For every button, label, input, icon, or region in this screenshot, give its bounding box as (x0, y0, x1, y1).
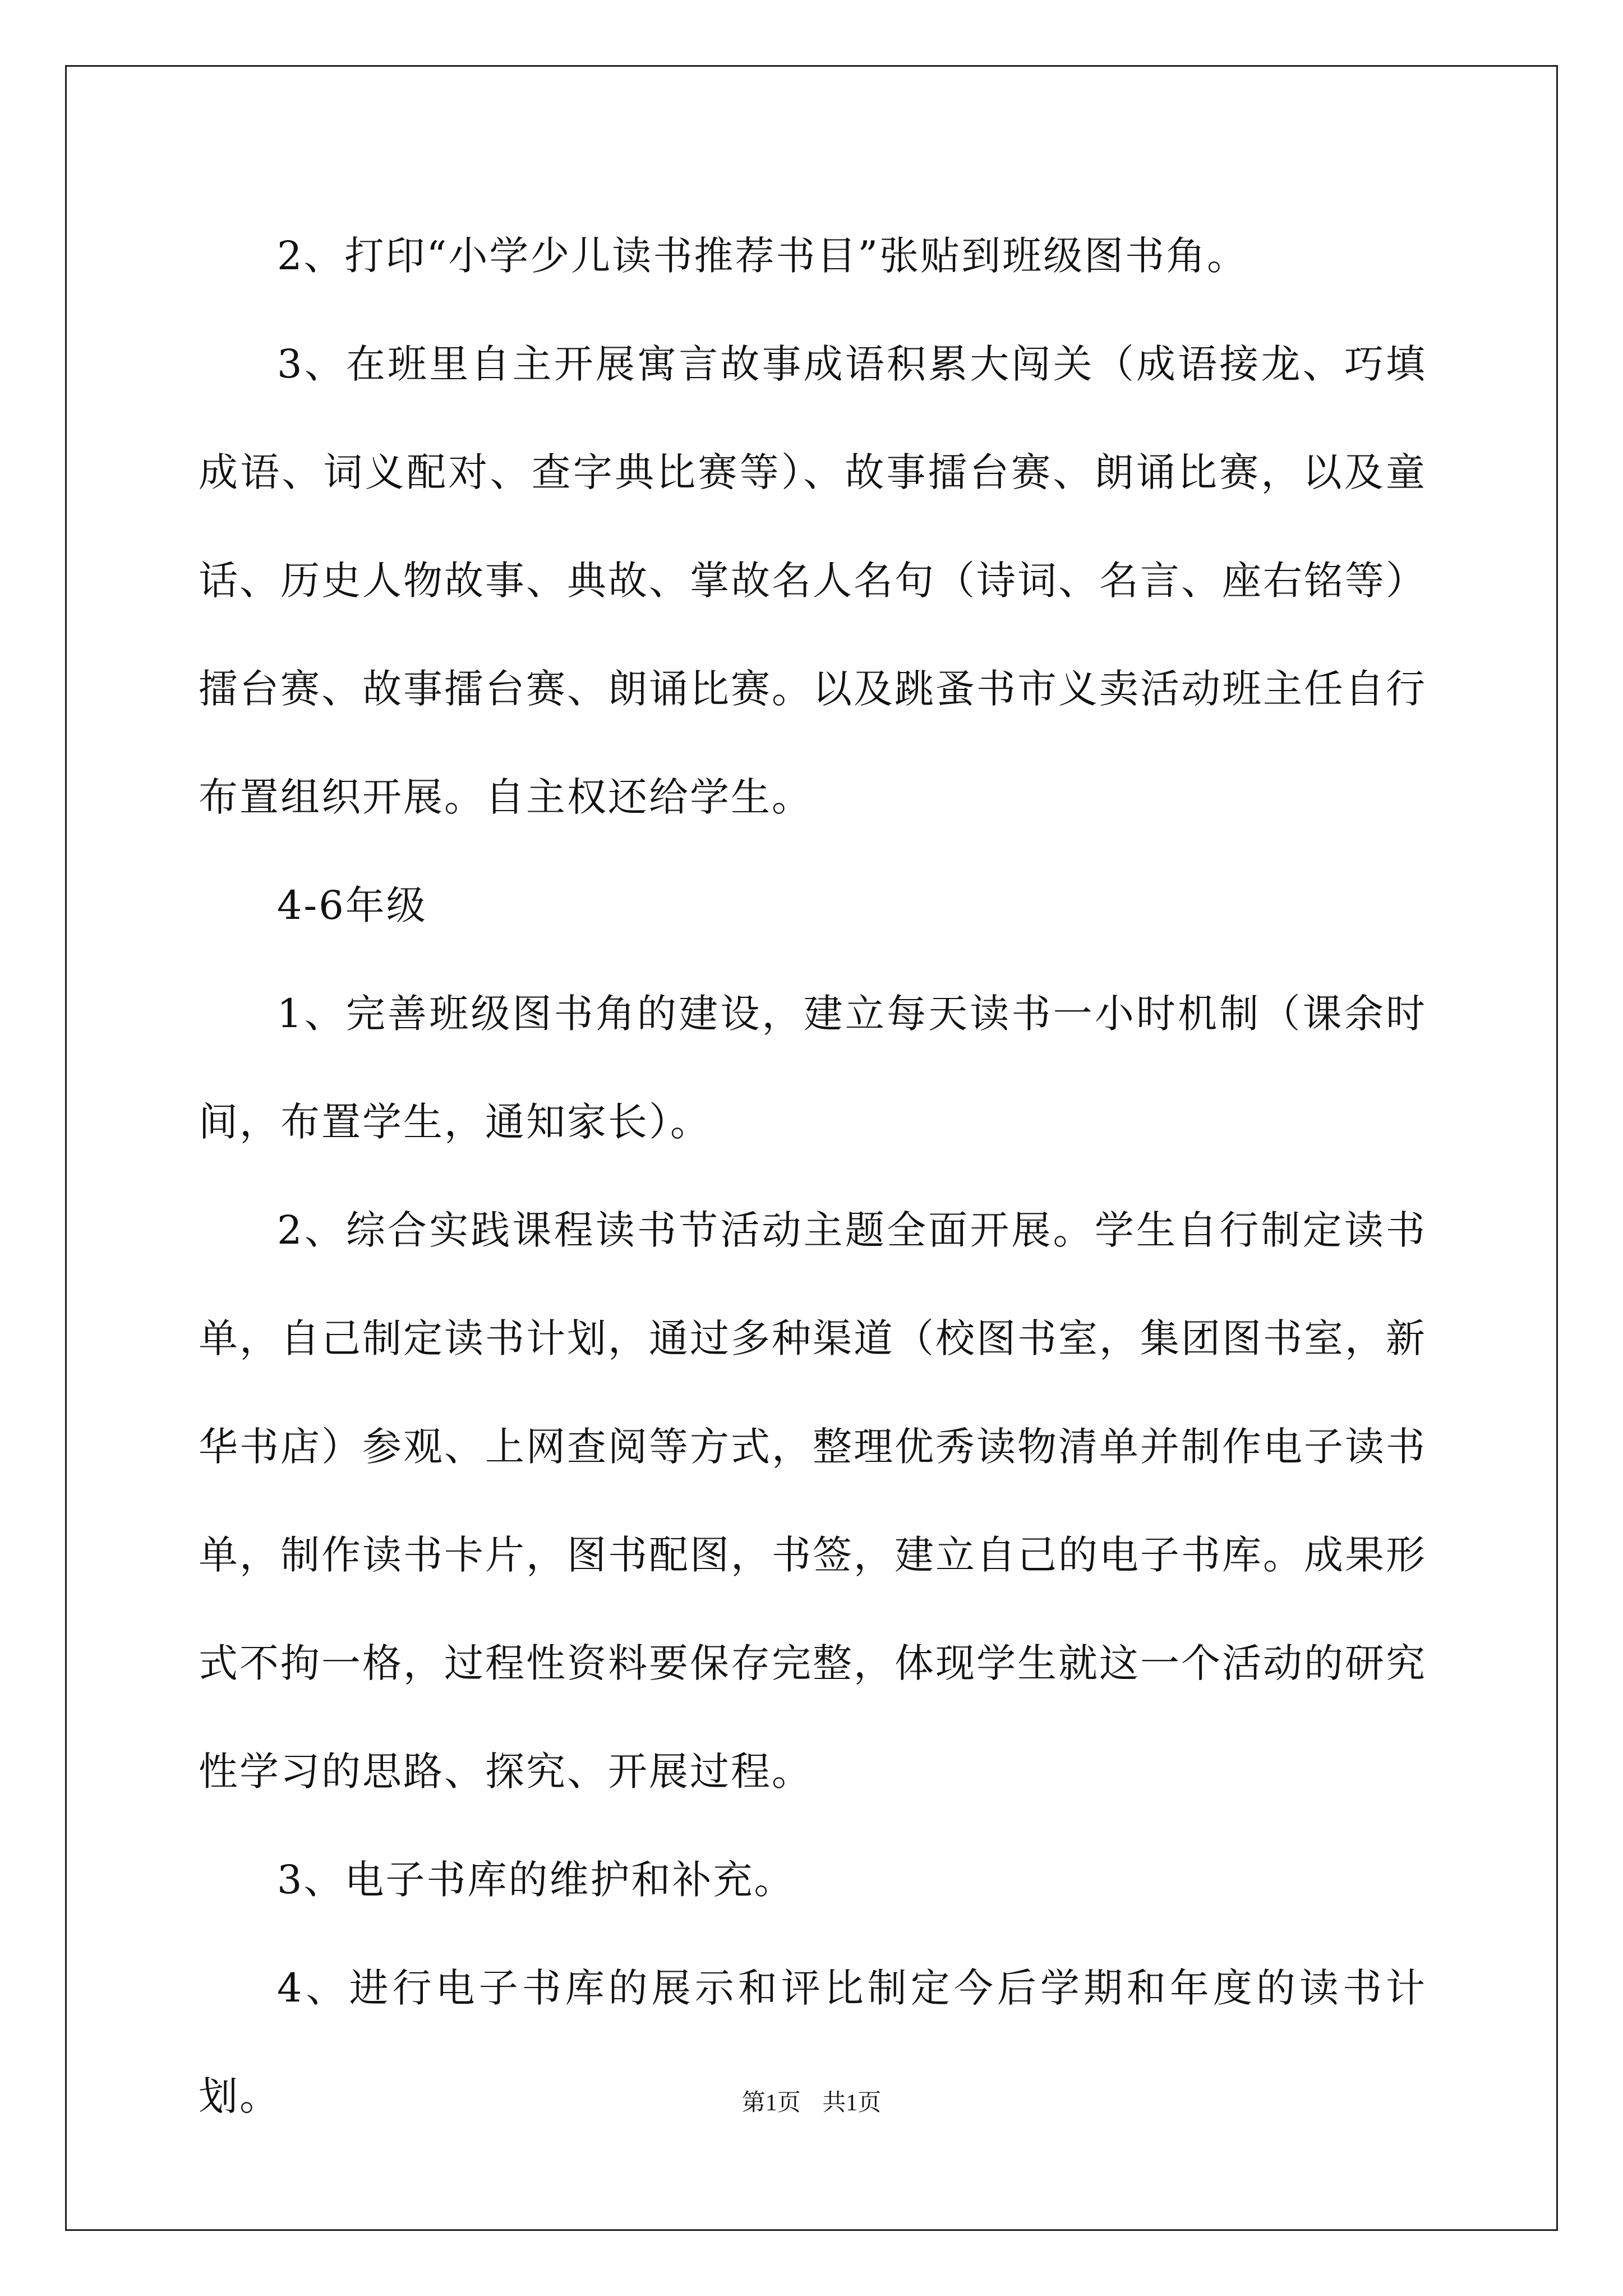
section-heading-grade-4-6: 4-6年级 (277, 882, 427, 928)
page-number-total: 共1页 (822, 2090, 882, 2116)
paragraph-item-4-exhibition: 4、进行电子书库的展示和评比制定今后学期和年度的读书计划。 (199, 1965, 1427, 2119)
paragraph-item-3-ebook-library: 3、电子书库的维护和补充。 (277, 1857, 795, 1903)
paragraph-item-2-print-list: 2、打印“小学少儿读书推荐书目”张贴到班级图书角。 (277, 233, 1248, 279)
page-number-current: 第1页 (741, 2090, 801, 2116)
paragraph-item-1-book-corner: 1、完善班级图书角的建设，建立每天读书一小时机制（课余时间，布置学生，通知家长）。 (199, 991, 1427, 1145)
page-footer (0, 2084, 1623, 2118)
document-body (199, 202, 1427, 2151)
paragraph-item-3-activities: 3、在班里自主开展寓言故事成语积累大闯关（成语接龙、巧填成语、词义配对、查字典比赛等）、故事擂台赛、朗诵比赛，以及童话、历史人物故事、典故、掌故名人名句（诗词、名言、座右铭等）擂台赛、故事擂台赛、朗诵比赛。以及跳蚤书市义卖活动班主任自行布置组织开展。自主权还给学生。 (199, 341, 1427, 820)
paragraph-item-2-practice-course: 2、综合实践课程读书节活动主题全面开展。学生自行制定读书单，自己制定读书计划，通过多种渠道（校图书室，集团图书室，新华书店）参观、上网查阅等方式，整理优秀读物清单并制作电子读书单，制作读书卡片，图书配图，书签，建立自己的电子书库。成果形式不拘一格，过程性资料要保存完整，体现学生就这一个活动的研究性学习的思路、探究、开展过程。 (199, 1207, 1427, 1795)
